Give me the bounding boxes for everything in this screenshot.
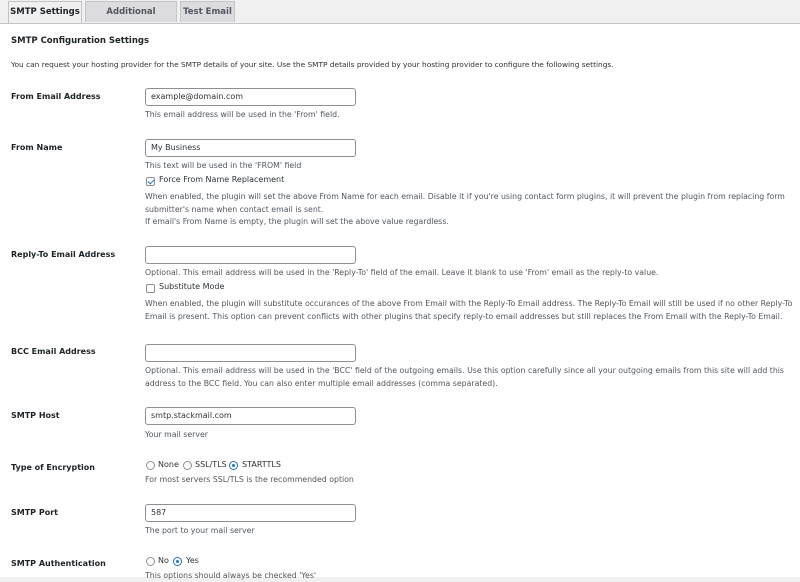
encryption-ssl-radio[interactable] [183,461,192,470]
smtp-auth-yes-radio[interactable] [173,557,182,566]
smtp-port-description: The port to your mail server [145,526,255,535]
smtp-port-label: SMTP Port [11,508,58,517]
force-from-name-description-1: When enabled, the plugin will set the above From Name for each email. Disable it if you're using contact form plugins, it will prevent the plugin from replacing form [145,192,785,201]
smtp-port-field[interactable]: 587 [145,504,356,522]
encryption-none-radio[interactable] [146,461,155,470]
from-name-description: This text will be used in the 'FROM' field [145,161,302,170]
force-from-name-description-3: If email's From Name is empty, the plugin will set the above value regardless. [145,217,449,226]
bcc-label: BCC Email Address [11,347,96,356]
tab-additional-settings[interactable]: Additional [85,1,177,22]
reply-to-description: Optional. This email address will be used in the 'Reply-To' field of the email. Leave it blank to use 'From' email as the reply-to value. [145,268,659,277]
tab-smtp-settings[interactable]: SMTP Settings [8,1,82,24]
reply-to-label: Reply-To Email Address [11,250,116,259]
encryption-label: Type of Encryption [11,463,95,472]
settings-tabs [0,0,800,24]
smtp-auth-no-label: No [158,556,169,565]
smtp-auth-no-radio[interactable] [146,557,155,566]
reply-to-field[interactable] [145,246,356,264]
section-title: SMTP Configuration Settings [11,36,150,46]
substitute-mode-description-1: When enabled, the plugin will substitute occurances of the above From Email with the Reply-To Email address. The Reply-To Email will still be used if no other Reply-To [145,299,793,308]
smtp-auth-description: This options should always be checked 'Yes' [145,571,317,580]
bcc-field[interactable] [145,344,356,362]
from-email-field[interactable]: example@domain.com [145,88,356,106]
bcc-description-1: Optional. This email address will be used in the 'BCC' field of the outgoing emails. Use this option carefully since all your outgoing emails from this site will add this [145,366,784,375]
substitute-mode-checkbox[interactable] [146,284,155,293]
from-name-label: From Name [11,143,63,152]
tab-test-email[interactable]: Test Email [180,1,235,22]
substitute-mode-label: Substitute Mode [159,282,225,291]
encryption-starttls-radio[interactable] [229,461,238,470]
bcc-description-2: address to the BCC field. You can also enter multiple email addresses (comma separated). [145,379,498,388]
smtp-host-field[interactable]: smtp.stackmail.com [145,407,356,425]
smtp-host-description: Your mail server [145,430,208,439]
force-from-name-label: Force From Name Replacement [159,175,285,184]
from-email-description: This email address will be used in the 'From' field. [145,110,340,119]
encryption-starttls-label: STARTTLS [242,460,281,469]
smtp-host-label: SMTP Host [11,411,60,420]
smtp-auth-yes-label: Yes [186,556,199,565]
force-from-name-description-2: submitter's name when contact email is sent. [145,205,324,214]
smtp-auth-label: SMTP Authentication [11,559,106,568]
force-from-name-checkbox[interactable] [146,177,155,186]
encryption-description: For most servers SSL/TLS is the recommended option [145,475,354,484]
from-email-label: From Email Address [11,92,101,101]
encryption-ssl-label: SSL/TLS [195,460,227,469]
substitute-mode-description-2: Email is present. This option can prevent conflicts with other plugins that specify reply-to email addresses but still replaces the From Email with the Reply-To Email. [145,312,783,321]
from-name-field[interactable]: My Business [145,139,356,157]
section-intro: You can request your hosting provider for the SMTP details of your site. Use the SMTP details provided by your hosting provider to configure the following settings. [11,60,614,69]
encryption-none-label: None [158,460,179,469]
